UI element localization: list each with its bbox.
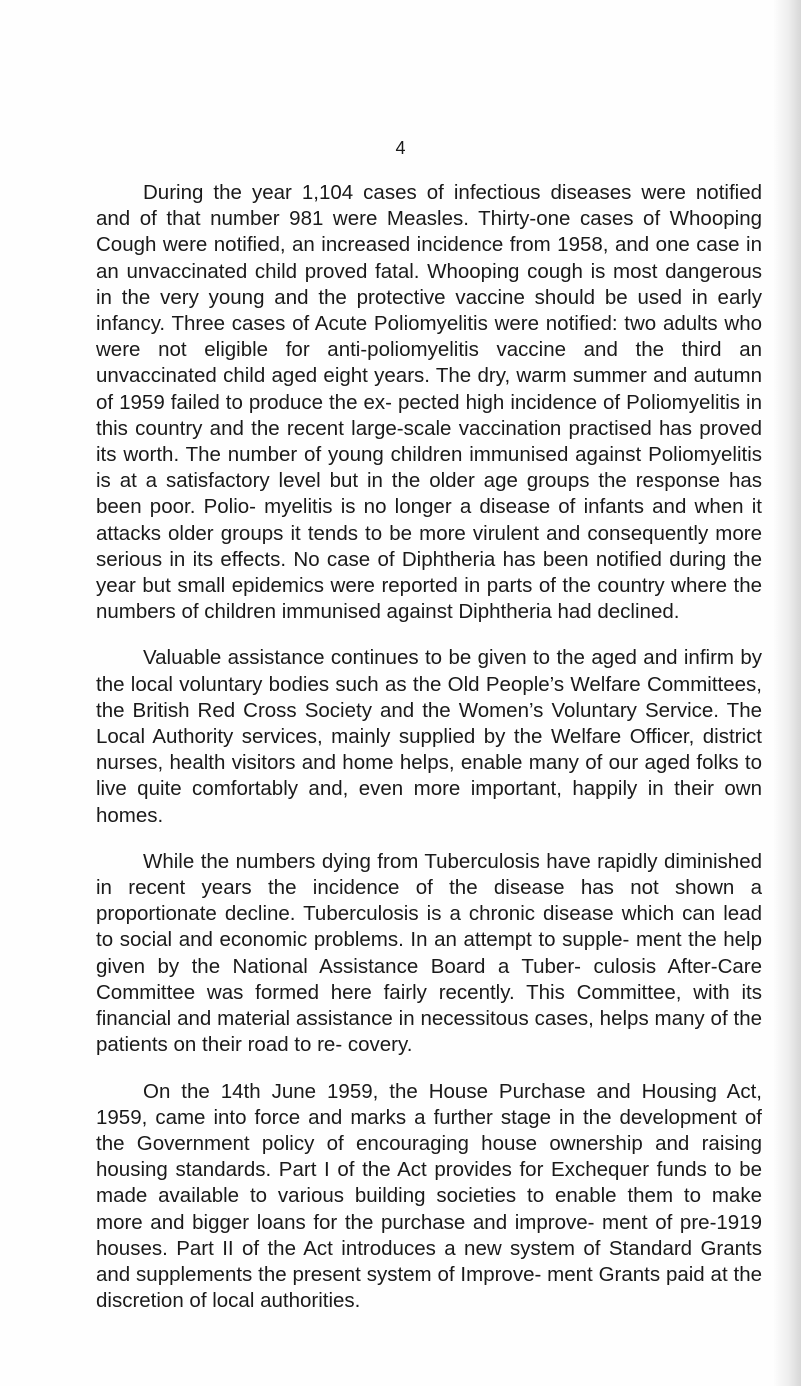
paragraph-housing-act: On the 14th June 1959, the House Purchase and Housing Act, 1959, came into force and marks a further stage in the development of the Government policy of encouraging house ownership and raising housing standards. Part I of the Act provides for Exchequer funds to be made available to various building societies to enable them to make more and bigger loans for the purchase and improve- ment of pre-1919 houses. Part II of the Act introduces a new system of Standard Grants and supplements the present system of Improve- ment Grants paid at the discretion of local authorities. [96,1079,762,1313]
paragraph-aged-and-infirm: Valuable assistance continues to be given to the aged and infirm by the local voluntary bodies such as the Old People’s Welfare Committees, the British Red Cross Society and the Women’s Voluntary Service. The Local Authority services, mainly supplied by the Welfare Officer, district nurses, health visitors and home helps, enable many of our aged folks to live quite comfortably and, even more important, happily in their own homes. [96,646,762,827]
body-text [96,180,762,1334]
page-edge-shadow [773,0,801,1386]
page-number: 4 [395,138,406,158]
paragraph-infectious-diseases: During the year 1,104 cases of infectious diseases were notified and of that number 981 were Measles. Thirty-one cases of Whooping Cough were notified, an increased incidence from 1958, and one case in an unvaccinated child proved fatal. Whooping cough is most dangerous in the very young and the protective vaccine should be used in early infancy. Three cases of Acute Poliomyelitis were notified: two adults who were not eligible for anti-poliomyelitis vaccine and the third an unvaccinated child aged eight years. The dry, warm summer and autumn of 1959 failed to produce the ex- pected high incidence of Poliomyelitis in this country and the recent large-scale vaccination practised has proved its worth. The number of young children immunised against Poliomyelitis is at a satisfactory level but in the older age groups the response has been poor. Polio- myelitis is no longer a disease of infants and when it attacks older groups it tends to be more virulent and consequently more serious in its effects. No case of Diphtheria has been notified during the year but small epidemics were reported in parts of the country where the numbers of children immunised against Diphtheria had declined. [96,181,762,624]
paragraph-tuberculosis: While the numbers dying from Tuberculosis have rapidly diminished in recent years the incidence of the disease has not shown a proportionate decline. Tuberculosis is a chronic disease which can lead to social and economic problems. In an attempt to supple- ment the help given by the National Assistance Board a Tuber- culosis After-Care Committee was formed here fairly recently. This Committee, with its financial and material assistance in necessitous cases, helps many of the patients on their road to re- covery. [96,849,762,1057]
